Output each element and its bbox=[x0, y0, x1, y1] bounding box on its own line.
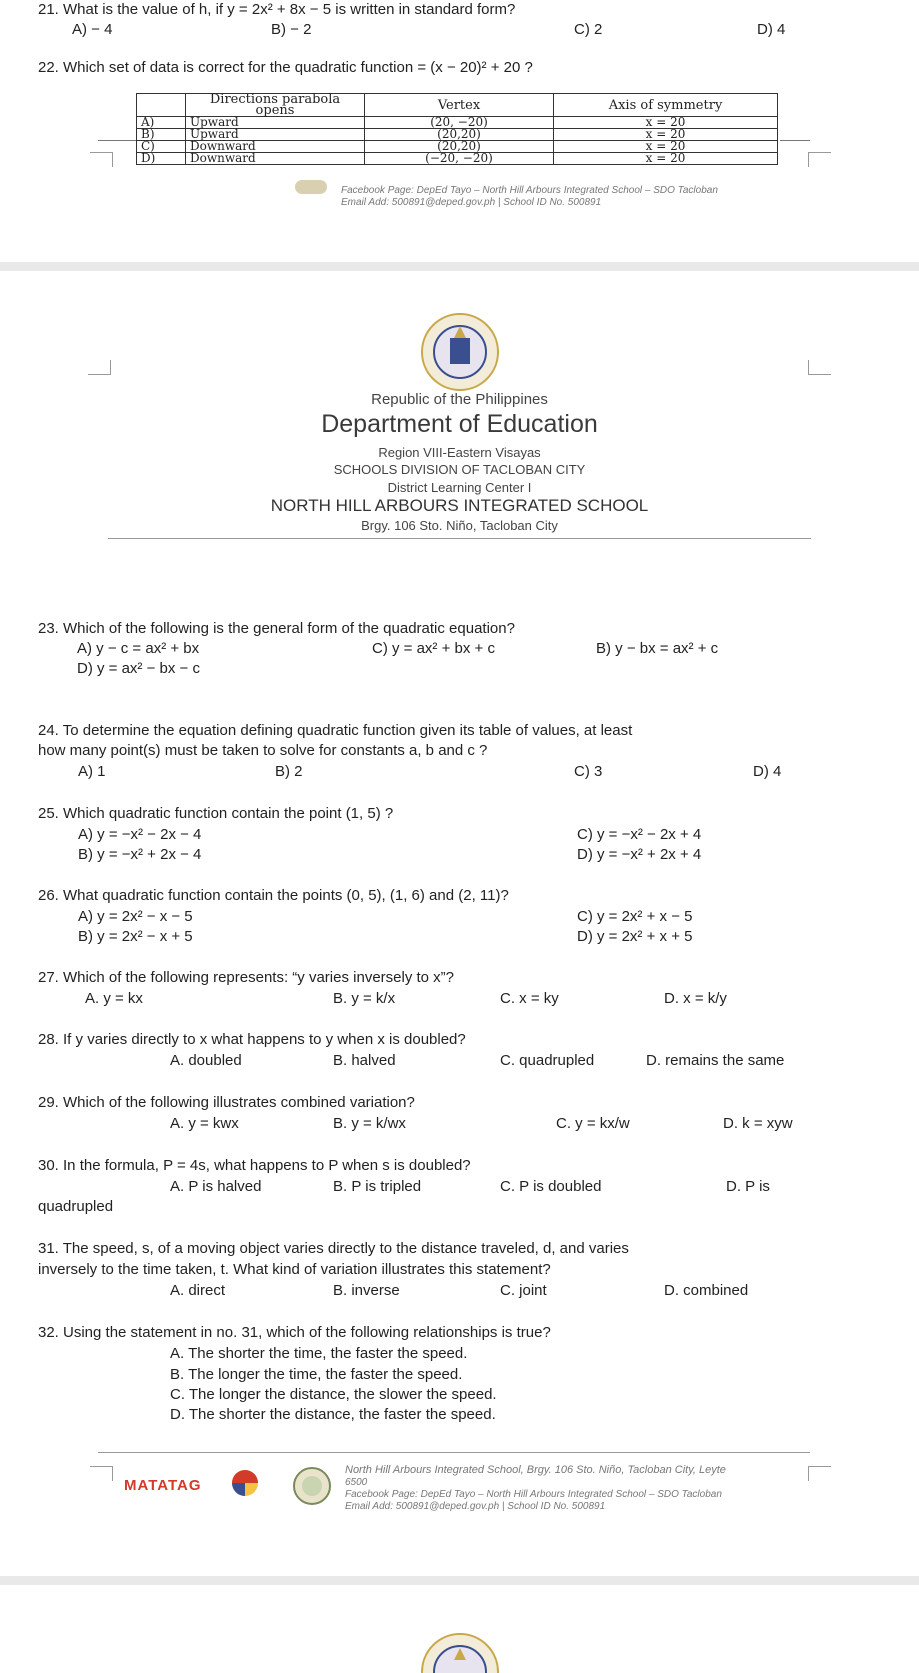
table-cell: (−20, −20) bbox=[365, 153, 554, 165]
q26-choice-a: A) y = 2x² − x − 5 bbox=[78, 908, 193, 925]
q30-choice-d-continued: quadrupled bbox=[38, 1198, 114, 1215]
q23-choice-b: B) y − bx = ax² + c bbox=[596, 640, 719, 657]
q21-choice-c: C) 2 bbox=[574, 21, 603, 38]
question-26: 26. What quadratic function contain the points (0, 5), (1, 6) and (2, 11)? bbox=[38, 887, 509, 904]
page-break bbox=[0, 1576, 919, 1585]
q21-choice-a: A) − 4 bbox=[72, 21, 113, 38]
corner-mark bbox=[808, 1466, 831, 1481]
school-name: NORTH HILL ARBOURS INTEGRATED SCHOOL bbox=[270, 496, 649, 515]
table-header-cell: Directions parabola opens bbox=[186, 94, 365, 117]
question-22: 22. Which set of data is correct for the quadratic function = (x − 20)² + 20 ? bbox=[38, 59, 533, 76]
footer-email: Email Add: 500891@deped.gov.ph | School ID No. 500891 bbox=[345, 1501, 606, 1512]
table-cell: x = 20 bbox=[554, 129, 778, 141]
table-cell: x = 20 bbox=[554, 141, 778, 153]
q26-choice-d: D) y = 2x² + x + 5 bbox=[577, 928, 693, 945]
corner-mark bbox=[808, 152, 831, 167]
matatag-brand: MATATAG bbox=[124, 1477, 202, 1494]
q32-choice-c: C. The longer the distance, the slower the speed. bbox=[170, 1386, 497, 1403]
question-24-line-2: how many point(s) must be taken to solve for constants a, b and c ? bbox=[38, 742, 488, 759]
q21-choice-b: B) − 2 bbox=[271, 21, 312, 38]
deped-seal-icon bbox=[420, 312, 500, 392]
department-title: Department of Education bbox=[321, 410, 598, 438]
q23-choice-a: A) y − c = ax² + bx bbox=[77, 640, 200, 657]
q32-choice-d: D. The shorter the distance, the faster the speed. bbox=[170, 1406, 496, 1423]
footer-rule bbox=[98, 1452, 810, 1453]
page-break bbox=[0, 262, 919, 271]
footer-rule-right bbox=[780, 140, 810, 141]
table-cell: Upward bbox=[186, 117, 365, 129]
table-row bbox=[137, 153, 778, 165]
q31-choice-a: A. direct bbox=[170, 1282, 226, 1299]
q28-choice-c: C. quadrupled bbox=[500, 1052, 595, 1069]
q24-choice-d: D) 4 bbox=[753, 763, 782, 780]
table-header-cell: Axis of symmetry bbox=[554, 94, 778, 117]
q29-choice-b: B. y = k/wx bbox=[333, 1115, 406, 1132]
q30-choice-d: D. P is bbox=[726, 1178, 770, 1195]
q25-choice-a: A) y = −x² − 2x − 4 bbox=[78, 826, 202, 843]
corner-mark bbox=[808, 360, 831, 375]
question-31-line-2: inversely to the time taken, t. What kind of variation illustrates this statement? bbox=[38, 1261, 551, 1278]
q32-choice-a: A. The shorter the time, the faster the speed. bbox=[170, 1345, 468, 1362]
table-header-cell bbox=[137, 94, 186, 117]
division-line: SCHOOLS DIVISION OF TACLOBAN CITY bbox=[333, 462, 586, 477]
q24-choice-a: A) 1 bbox=[78, 763, 106, 780]
q29-choice-d: D. k = xyw bbox=[723, 1115, 793, 1132]
footer-zip: 6500 bbox=[345, 1477, 368, 1488]
q31-choice-b: B. inverse bbox=[333, 1282, 400, 1299]
table-cell: Downward bbox=[186, 141, 365, 153]
question-28: 28. If y varies directly to x what happens to y when x is doubled? bbox=[38, 1031, 466, 1048]
school-address: Brgy. 106 Sto. Niño, Tacloban City bbox=[361, 518, 558, 533]
table-cell: D) bbox=[137, 153, 186, 165]
footer-email: Email Add: 500891@deped.gov.ph | School ID No. 500891 bbox=[341, 197, 602, 208]
q27-choice-d: D. x = k/y bbox=[664, 990, 727, 1007]
q30-choice-b: B. P is tripled bbox=[333, 1178, 422, 1195]
q30-choice-c: C. P is doubled bbox=[500, 1178, 602, 1195]
table-header-row bbox=[137, 94, 778, 117]
question-25: 25. Which quadratic function contain the point (1, 5) ? bbox=[38, 805, 394, 822]
q28-choice-a: A. doubled bbox=[170, 1052, 242, 1069]
question-32: 32. Using the statement in no. 31, which of the following relationships is true? bbox=[38, 1324, 551, 1341]
q29-choice-c: C. y = kx/w bbox=[556, 1115, 630, 1132]
q26-choice-c: C) y = 2x² + x − 5 bbox=[577, 908, 693, 925]
question-31-line-1: 31. The speed, s, of a moving object varies directly to the distance traveled, d, and varies bbox=[38, 1240, 629, 1257]
corner-mark bbox=[90, 152, 113, 167]
q25-choice-d: D) y = −x² + 2x + 4 bbox=[577, 846, 702, 863]
footer-facebook: Facebook Page: DepEd Tayo – North Hill Arbours Integrated School – SDO Tacloban bbox=[345, 1489, 722, 1500]
q23-choice-d: D) y = ax² − bx − c bbox=[77, 660, 200, 677]
table-header-cell: Vertex bbox=[365, 94, 554, 117]
q32-choice-b: B. The longer the time, the faster the speed. bbox=[170, 1366, 463, 1383]
q23-choice-c: C) y = ax² + bx + c bbox=[372, 640, 495, 657]
q24-choice-b: B) 2 bbox=[275, 763, 303, 780]
footer-facebook: Facebook Page: DepEd Tayo – North Hill Arbours Integrated School – SDO Tacloban bbox=[341, 185, 718, 196]
table-cell: Downward bbox=[186, 153, 365, 165]
header-rule bbox=[108, 538, 811, 539]
q28-choice-d: D. remains the same bbox=[646, 1052, 785, 1069]
table-cell: x = 20 bbox=[554, 153, 778, 165]
corner-mark bbox=[88, 360, 111, 375]
question-24-line-1: 24. To determine the equation defining quadratic function given its table of values, at least bbox=[38, 722, 633, 739]
corner-mark bbox=[90, 1466, 113, 1481]
q28-choice-b: B. halved bbox=[333, 1052, 396, 1069]
region-line: Region VIII-Eastern Visayas bbox=[378, 445, 541, 460]
question-23: 23. Which of the following is the general form of the quadratic equation? bbox=[38, 620, 515, 637]
school-seal-icon bbox=[292, 1466, 332, 1506]
q25-choice-c: C) y = −x² − 2x + 4 bbox=[577, 826, 702, 843]
q21-choice-d: D) 4 bbox=[757, 21, 786, 38]
table-cell: (20, −20) bbox=[365, 117, 554, 129]
school-seal-logo bbox=[295, 180, 327, 194]
footer-address: North Hill Arbours Integrated School, Brgy. 106 Sto. Niño, Tacloban City, Leyte bbox=[345, 1464, 726, 1476]
table-cell: Upward bbox=[186, 129, 365, 141]
table-cell: (20,20) bbox=[365, 129, 554, 141]
table-cell: B) bbox=[137, 129, 186, 141]
table-cell: C) bbox=[137, 141, 186, 153]
republic-line: Republic of the Philippines bbox=[371, 391, 548, 408]
deped-seal-icon bbox=[420, 1632, 500, 1673]
q30-choice-a: A. P is halved bbox=[170, 1178, 262, 1195]
table-cell: x = 20 bbox=[554, 117, 778, 129]
q26-choice-b: B) y = 2x² − x + 5 bbox=[78, 928, 193, 945]
question-27: 27. Which of the following represents: “y varies inversely to x”? bbox=[38, 969, 455, 986]
q31-choice-d: D. combined bbox=[664, 1282, 749, 1299]
q25-choice-b: B) y = −x² + 2x − 4 bbox=[78, 846, 202, 863]
q27-choice-c: C. x = ky bbox=[500, 990, 559, 1007]
q29-choice-a: A. y = kwx bbox=[170, 1115, 239, 1132]
question-21: 21. What is the value of h, if y = 2x² + 8x − 5 is written in standard form? bbox=[38, 1, 516, 18]
q27-choice-b: B. y = k/x bbox=[333, 990, 396, 1007]
bagong-pilipinas-logo-icon bbox=[229, 1468, 261, 1498]
footer-rule-left bbox=[98, 140, 136, 141]
q24-choice-c: C) 3 bbox=[574, 763, 603, 780]
q27-choice-a: A. y = kx bbox=[85, 990, 143, 1007]
question-30: 30. In the formula, P = 4s, what happens to P when s is doubled? bbox=[38, 1157, 471, 1174]
table-cell: (20,20) bbox=[365, 141, 554, 153]
q31-choice-c: C. joint bbox=[500, 1282, 547, 1299]
question-29: 29. Which of the following illustrates combined variation? bbox=[38, 1094, 415, 1111]
district-line: District Learning Center I bbox=[387, 480, 532, 495]
table-cell: A) bbox=[137, 117, 186, 129]
q22-options-table bbox=[136, 93, 778, 165]
